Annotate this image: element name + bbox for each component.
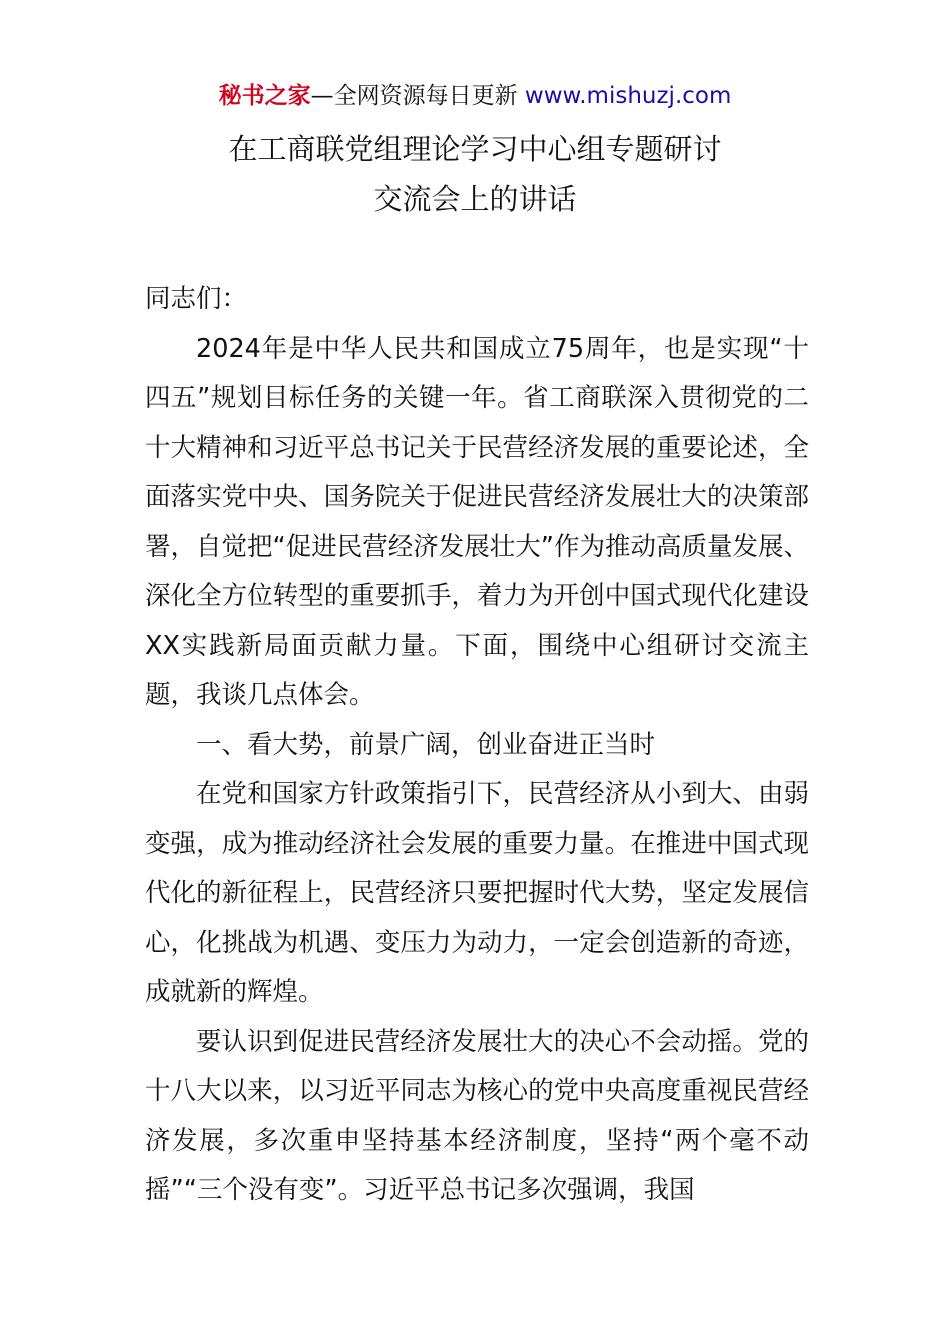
greeting: 同志们： — [145, 284, 248, 314]
document-title-line-1: 在工商联党组理论学习中心组专题研讨 — [228, 132, 722, 166]
site-url[interactable]: www.mishuzj.com — [524, 83, 732, 109]
paragraph-determination: 要认识到促进民营经济发展壮大的决心不会动摇。党的十八大以来，以习近平同志为核心的党中央高度重视民营经济发展，多次重申坚持基本经济制度，坚持“两个毫不动摇”“三个没有变”。习近平总书记多次强调，我国 — [145, 1026, 809, 1205]
document-title-line-2: 交流会上的讲话 — [373, 182, 577, 216]
site-brand: 秘书之家 — [218, 83, 311, 109]
section-heading-1: 一、看大势，前景广阔，创业奋进正当时 — [196, 729, 656, 760]
paragraph-section-1: 在党和国家方针政策指引下，民营经济从小到大、由弱变强，成为推动经济社会发展的重要力量。在推进中国式现代化的新征程上，民营经济只要把握时代大势，坚定发展信心，化挑战为机遇、变压力为动力，一定会创造新的奇迹，成就新的辉煌。 — [145, 779, 809, 1007]
document-body — [145, 275, 809, 1216]
site-watermark-header — [0, 81, 950, 111]
site-slogan: —全网资源每日更新 — [310, 83, 525, 109]
paragraph-intro: 2024年是中华人民共和国成立75周年，也是实现“十四五”规划目标任务的关键一年。省工商联深入贯彻党的二十大精神和习近平总书记关于民营经济发展的重要论述，全面落实党中央、国务院关于促进民营经济发展壮大的决策部署，自觉把“促进民营经济发展壮大”作为推动高质量发展、深化全方位转型的重要抓手，着力为开创中国式现代化建设XX实践新局面贡献力量。下面，围绕中心组研讨交流主题，我谈几点体会。 — [145, 333, 809, 710]
